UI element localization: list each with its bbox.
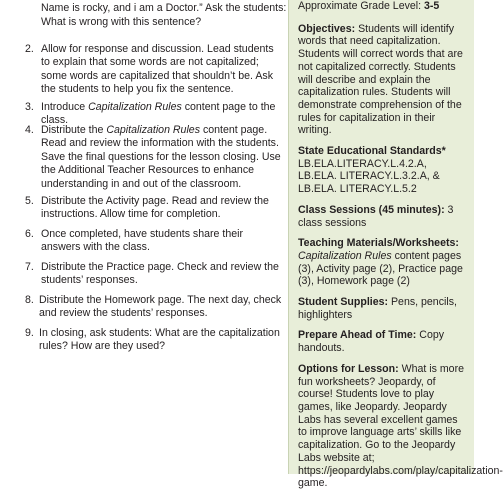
step-text-part: content page. Read and review the information with the students. Save the final questions for the lesson closing. Use the Additional Teacher Resources to enhance understanding in and out of the classroom. [41,124,281,190]
lesson-sidebar [288,0,503,490]
step-number: 5. [25,195,34,207]
prepare-label: Prepare Ahead of Time: [298,329,417,342]
step-4 [25,124,283,191]
step-number: 7. [25,261,34,273]
class-sessions-label: Class Sessions (45 minutes): [298,203,445,216]
step-5 [25,195,283,222]
standards-label: State Educational Standards* [298,145,446,158]
step-text-part: Introduce [41,101,89,113]
step-text: Allow for response and discussion. Lead students to explain that some words are not capitalized; some words are capitalized that shouldn’t be. Ask the students to help you fix the sentence. [41,43,274,96]
step-text-emphasis: Capitalization Rules [88,101,182,113]
options-section [298,362,503,490]
standards-text: LB.ELA.LITERACY.L.4.2.A, LB.ELA. LITERACY.L.3.2.A, & LB.ELA. LITERACY.L.5.2 [298,157,440,196]
continuation-line: What is wrong with this sentence? [41,16,202,28]
step-9 [25,327,283,354]
objectives-label: Objectives: [298,22,356,35]
step-7 [25,261,283,288]
options-label: Options for Lesson: [298,362,399,375]
step-text-part: content page to the class. [41,101,276,127]
continuation-line: Name is rocky, and i am a Doctor.” Ask the students: [41,2,287,14]
step-text: In closing, ask students: What are the capitalization rules? How are they used? [39,327,280,353]
step-text: Once completed, have students share their answers with the class. [41,228,243,254]
supplies-section [298,296,468,321]
step-text: Distribute the Practice page. Check and review the students’ responses. [41,261,279,287]
step-8 [25,294,283,321]
step-6 [25,228,283,255]
step-number: 2. [25,43,34,55]
supplies-label: Student Supplies: [298,296,389,309]
materials-emphasis: Capitalization Rules [298,249,392,262]
objectives-section [298,23,468,137]
materials-label: Teaching Materials/Worksheets: [298,237,459,250]
step-text-part: Distribute the [41,124,107,136]
step-number: 3. [25,101,34,113]
step-number: 4. [25,124,34,136]
materials-text: content pages (3), Activity page (2), Practice page (3), Homework page (2) [298,249,463,288]
step-text-emphasis: Capitalization Rules [106,124,200,136]
prepare-text: Copy handouts. [298,329,445,355]
step-text: Distribute the Homework page. The next day, check and review the students’ responses. [39,294,282,320]
materials-section [298,237,468,288]
step-number: 8. [25,294,34,306]
step-text: Distribute the Activity page. Read and review the instructions. Allow time for completion. [41,195,269,221]
step-number: 6. [25,228,34,240]
grade-level-value: 3-5 [424,0,440,12]
step-text [41,124,283,191]
class-sessions-section [298,204,468,229]
class-sessions-text: 3 class sessions [298,203,454,229]
supplies-text: Pens, pencils, highlighters [298,296,457,321]
prepare-section [298,329,468,354]
grade-level-label: Approximate Grade Level: [298,0,425,12]
step-2 [25,43,283,97]
objectives-text: Students will identify words that need capitalization. Students will correct words that are not capitalized correctly. Students will describe and explain the capitalization rules. Students will demonstrate comprehension of the rules for capitalization in their writing. [298,22,463,137]
standards-section [298,145,468,196]
grade-level [298,0,468,13]
step-number: 9. [25,327,34,339]
options-text: What is more fun worksheets? Jeopardy, of course! Students love to play games, like Jeopardy. Jeopardy Labs has several excellent games to improve language arts’ skills like capitalization. Go to the Jeopardy Labs website at; https://jeopardylabs.com/play/capitalization-game. [298,362,503,490]
